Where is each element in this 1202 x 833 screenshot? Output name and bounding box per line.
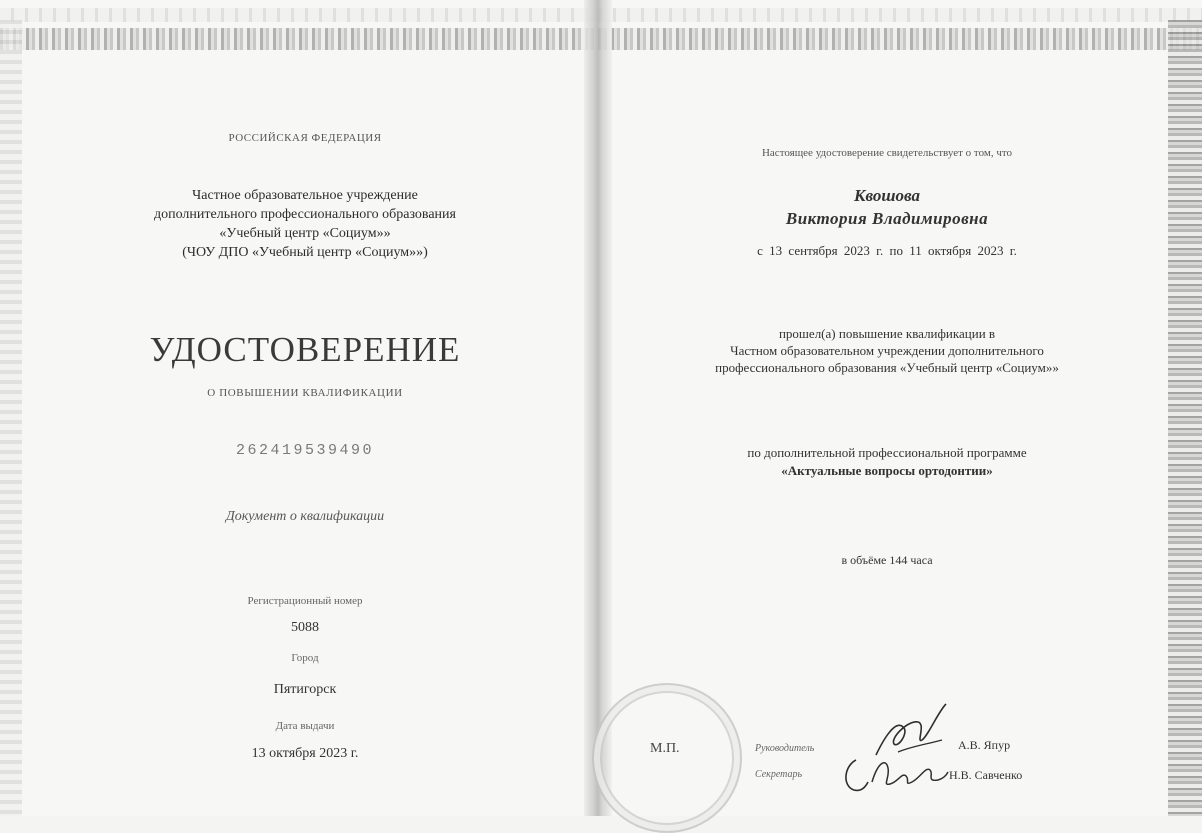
head-name: А.В. Япур	[958, 738, 1011, 752]
secretary-signature	[838, 752, 950, 798]
issue-date-label: Дата выдачи	[275, 720, 335, 732]
head-role-label: Руководитель	[755, 743, 815, 754]
training-volume: в объёме 144 часа	[841, 553, 933, 567]
holder-given-names: Виктория Владимировна	[785, 209, 989, 228]
org-line-2: дополнительного профессионального образования	[154, 207, 456, 222]
issue-date: 13 октября 2023 г.	[251, 746, 359, 761]
training-statement	[622, 325, 1152, 376]
org-line-4: (ЧОУ ДПО «Учебный центр «Социум»»)	[182, 245, 428, 260]
certificate-intro: Настоящее удостоверение свидетельствует о том, что	[761, 147, 1013, 159]
org-line-1: Частное образовательное учреждение	[192, 188, 418, 203]
program-name: «Актуальные вопросы ортодонтии»	[781, 463, 993, 478]
stamp-seal	[592, 683, 742, 833]
org-line-3: «Учебный центр «Социум»»	[219, 226, 391, 241]
program-block	[622, 444, 1152, 480]
training-period: с 13 сентября 2023 г. по 11 октября 2023 г.	[757, 243, 1017, 258]
city-label: Город	[291, 652, 319, 664]
program-intro: по дополнительной профессиональной программе	[747, 445, 1027, 460]
country-heading: РОССИЙСКАЯ ФЕДЕРАЦИЯ	[228, 132, 382, 144]
holder-surname: Квошова	[853, 186, 921, 205]
document-kind: Документ о квалификации	[225, 509, 385, 524]
organization-name	[40, 186, 570, 262]
passed-line-1: прошел(а) повышение квалификации в	[778, 326, 996, 341]
secretary-name: Н.В. Савченко	[949, 768, 1023, 782]
secretary-role-label: Секретарь	[755, 769, 803, 780]
document-title: УДОСТОВЕРЕНИЕ	[149, 330, 461, 369]
left-page	[40, 0, 570, 816]
ornament-border-left	[0, 20, 22, 816]
seal-label: М.П.	[650, 741, 680, 756]
document-subtitle: О ПОВЫШЕНИИ КВАЛИФИКАЦИИ	[207, 387, 403, 399]
city-value: Пятигорск	[273, 682, 337, 697]
registration-number: 5088	[291, 620, 319, 635]
ornament-border-right	[1168, 20, 1202, 816]
passed-line-2: Частном образовательном учреждении дополнительного	[730, 343, 1044, 358]
document-number: 262419539490	[235, 442, 375, 459]
registration-number-label: Регистрационный номер	[247, 595, 363, 607]
page-fold	[584, 0, 612, 816]
passed-line-3: профессионального образования «Учебный центр «Социум»»	[715, 360, 1059, 375]
